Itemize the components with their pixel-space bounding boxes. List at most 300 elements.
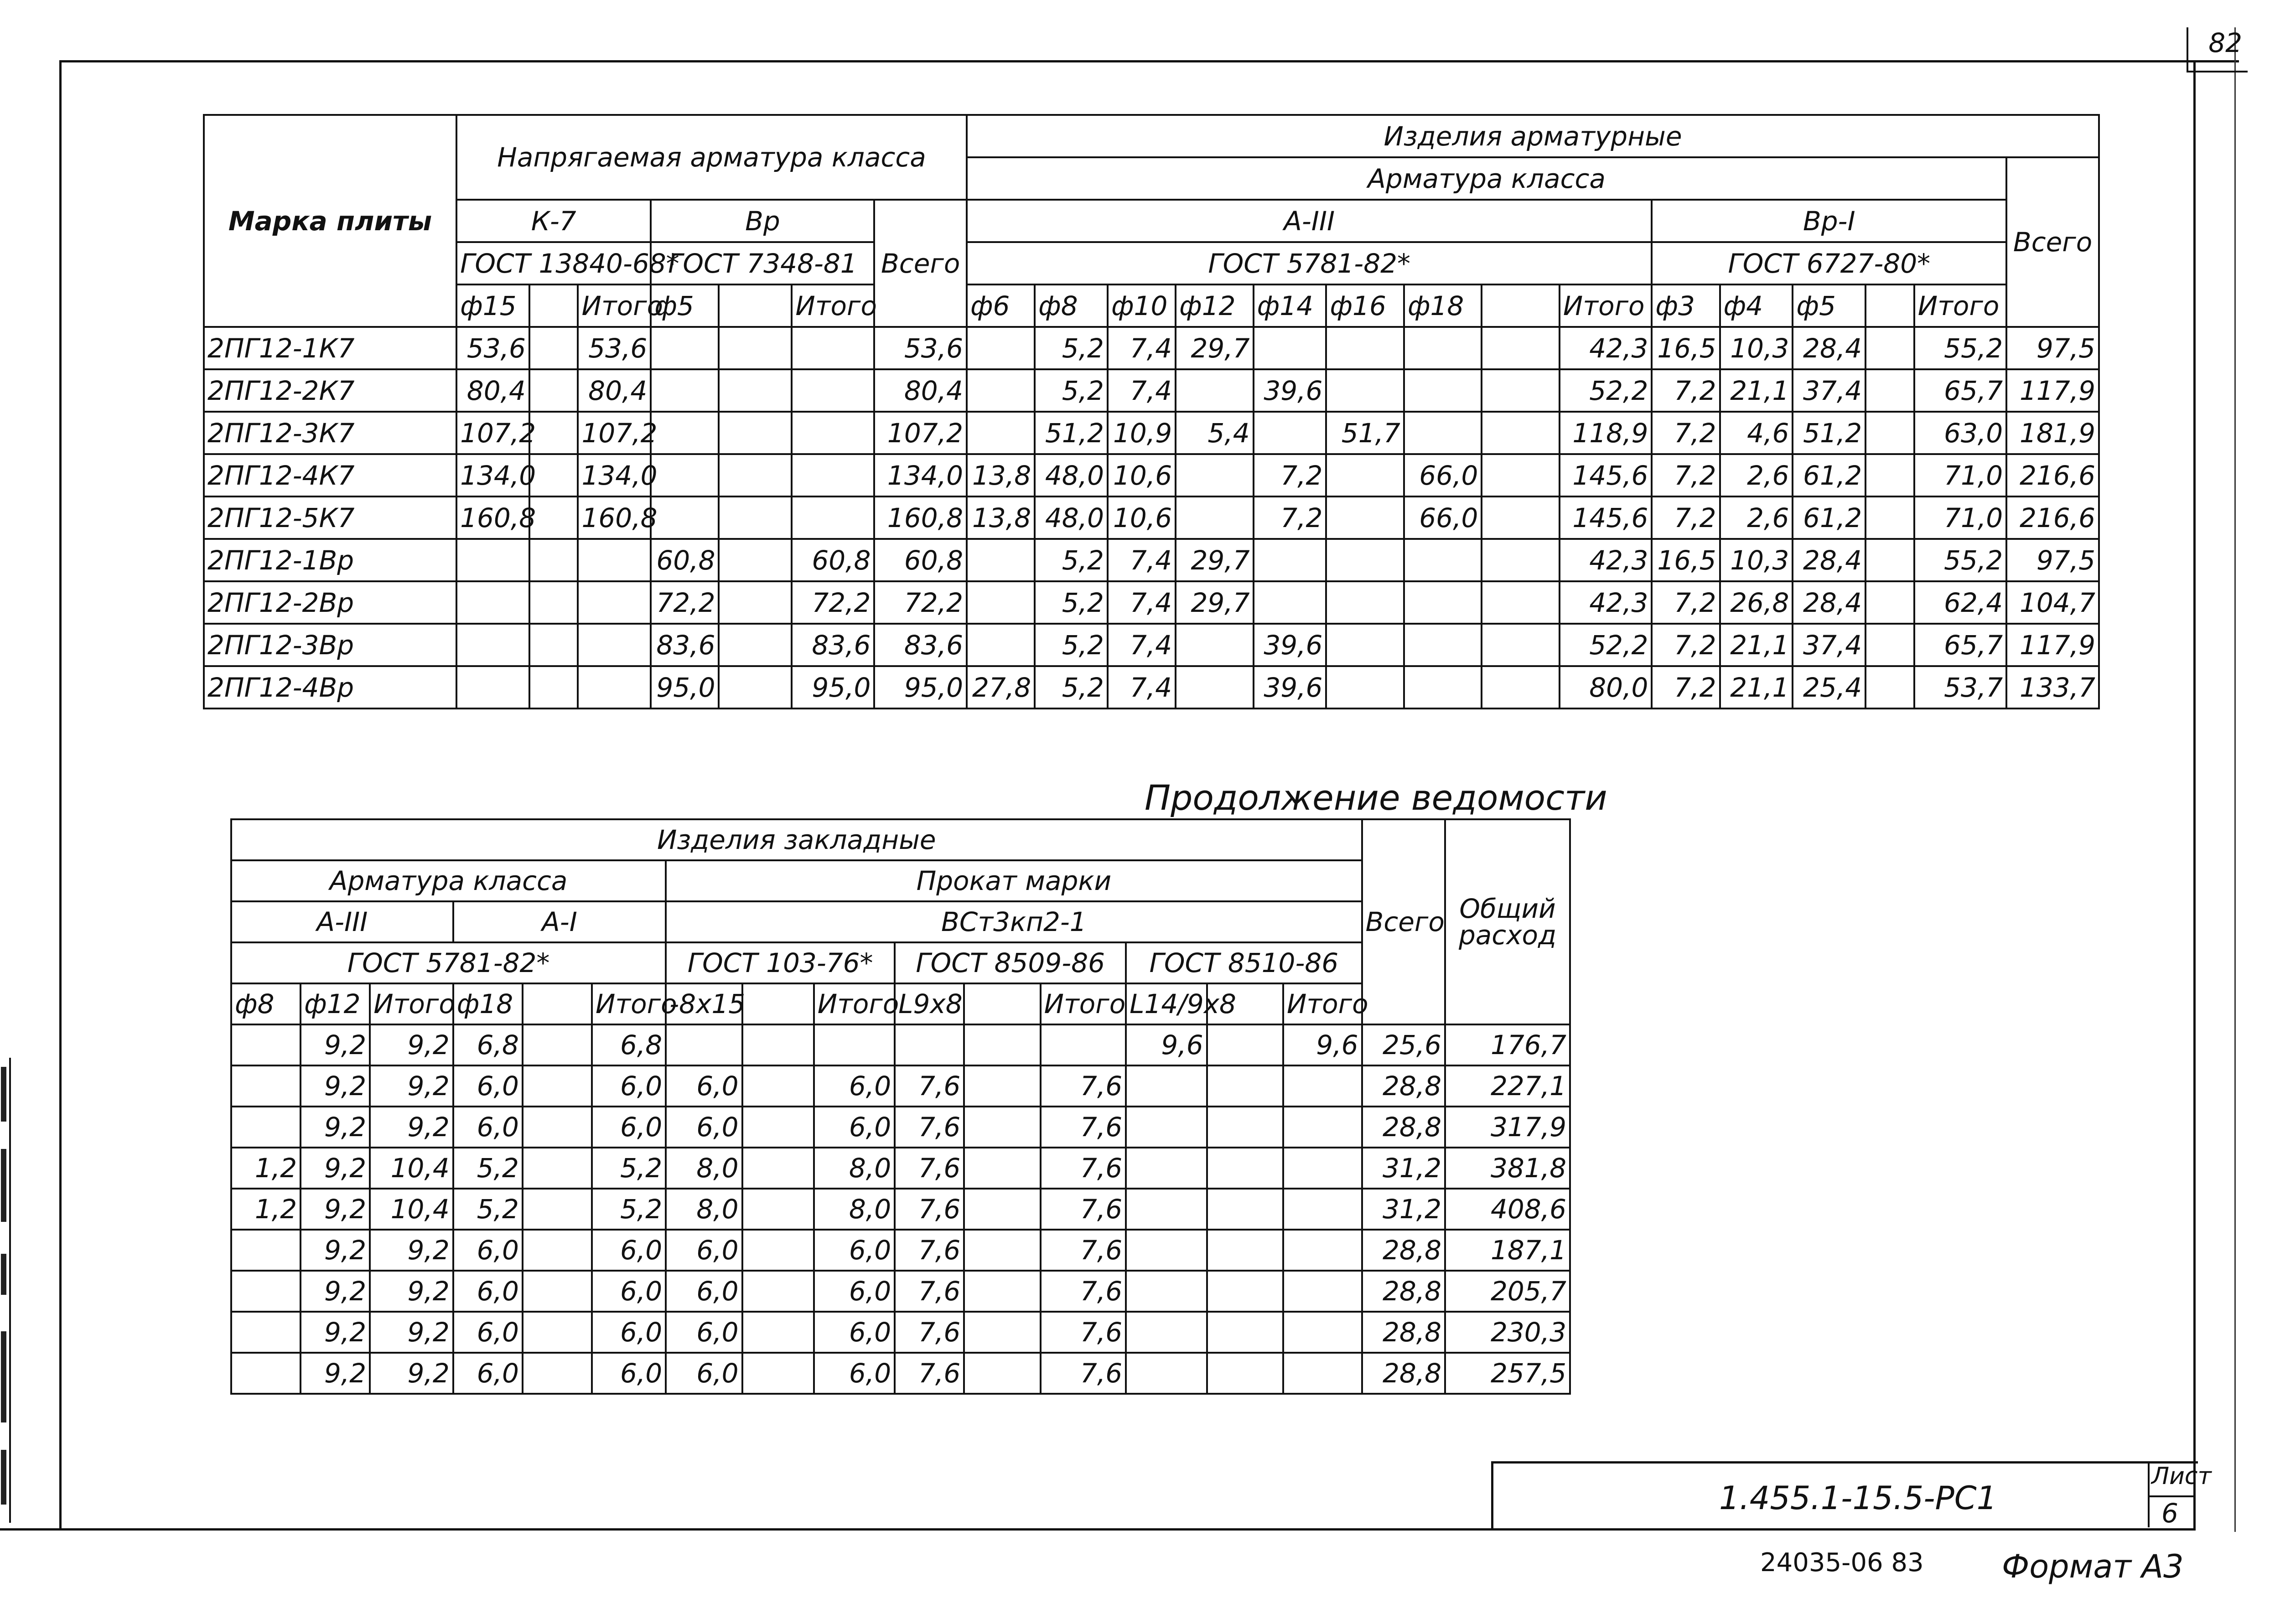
continuation-title: Продолжение ведомости bbox=[1145, 777, 1607, 818]
table-cell bbox=[1326, 369, 1404, 412]
col-header: Итого bbox=[1041, 983, 1126, 1024]
col-header: ф12 bbox=[1176, 284, 1253, 327]
table-cell bbox=[1404, 581, 1482, 624]
table-row bbox=[204, 539, 2099, 581]
table-cell bbox=[742, 1107, 814, 1148]
table-cell: 60,8 bbox=[651, 539, 719, 581]
table-cell: 29,7 bbox=[1176, 327, 1253, 369]
col-header: Итого bbox=[1914, 284, 2006, 327]
table-cell: 7,6 bbox=[1041, 1230, 1126, 1271]
table-cell: 7,6 bbox=[895, 1271, 964, 1312]
col-header: ф8 bbox=[231, 983, 301, 1024]
table-cell: 227,1 bbox=[1445, 1065, 1570, 1107]
table-cell bbox=[1865, 369, 1914, 412]
col-header: ф18 bbox=[1404, 284, 1482, 327]
header-rolled: Прокат марки bbox=[666, 860, 1362, 901]
header-overall: Общий расход bbox=[1445, 819, 1570, 1024]
table-cell bbox=[1254, 581, 1327, 624]
table-cell bbox=[1283, 1107, 1362, 1148]
table-cell: 9,2 bbox=[301, 1065, 370, 1107]
col-header: ф18 bbox=[453, 983, 523, 1024]
table-cell: 16,5 bbox=[1652, 539, 1720, 581]
side-strip-mark bbox=[1, 1067, 6, 1122]
table-cell: 9,2 bbox=[370, 1107, 453, 1148]
table-cell bbox=[742, 1065, 814, 1107]
table-cell bbox=[719, 369, 792, 412]
table-cell bbox=[719, 624, 792, 666]
table-cell: 65,7 bbox=[1914, 369, 2006, 412]
table-cell: 1,2 bbox=[231, 1189, 301, 1230]
table-cell bbox=[719, 666, 792, 709]
table-cell bbox=[1254, 327, 1327, 369]
table-cell: 6,0 bbox=[814, 1353, 895, 1394]
table-cell: 160,8 bbox=[578, 497, 651, 539]
table-cell: 7,6 bbox=[1041, 1107, 1126, 1148]
table-cell bbox=[529, 581, 578, 624]
table-cell bbox=[1207, 1107, 1283, 1148]
table-cell: 61,2 bbox=[1793, 454, 1865, 497]
table-cell bbox=[1865, 624, 1914, 666]
table-cell: 29,7 bbox=[1176, 539, 1253, 581]
table-cell bbox=[1326, 539, 1404, 581]
header-k7: К-7 bbox=[456, 200, 651, 242]
table-cell bbox=[1176, 369, 1253, 412]
side-stamp-strip bbox=[0, 1058, 11, 1523]
table-cell: 13,8 bbox=[967, 454, 1035, 497]
table-cell bbox=[529, 369, 578, 412]
table-cell: 5,2 bbox=[1035, 666, 1108, 709]
table-cell: 66,0 bbox=[1404, 454, 1482, 497]
table-cell: 48,0 bbox=[1035, 497, 1108, 539]
row-mark: 2ПГ12-4К7 bbox=[204, 454, 456, 497]
drawing-frame-right bbox=[2193, 60, 2196, 1528]
header-prestressed: Напрягаемая арматура класса bbox=[456, 115, 967, 200]
table-cell: 39,6 bbox=[1254, 369, 1327, 412]
table-cell: 8,0 bbox=[666, 1148, 742, 1189]
header-a3: А-III bbox=[967, 200, 1652, 242]
col-header: Итого bbox=[370, 983, 453, 1024]
table-cell: 52,2 bbox=[1560, 624, 1652, 666]
table-cell bbox=[964, 1065, 1040, 1107]
table-cell: 63,0 bbox=[1914, 412, 2006, 454]
table-cell: 381,8 bbox=[1445, 1148, 1570, 1189]
table-cell: 9,2 bbox=[301, 1271, 370, 1312]
table-cell bbox=[529, 454, 578, 497]
table-cell: 7,6 bbox=[1041, 1353, 1126, 1394]
table-cell: 72,2 bbox=[651, 581, 719, 624]
table-cell: 7,2 bbox=[1652, 624, 1720, 666]
table-cell bbox=[967, 624, 1035, 666]
col-header: Итого bbox=[592, 983, 666, 1024]
table-cell bbox=[1865, 497, 1914, 539]
table-cell: 9,2 bbox=[370, 1271, 453, 1312]
table-cell bbox=[1326, 666, 1404, 709]
table-cell: 7,6 bbox=[895, 1312, 964, 1353]
table-cell bbox=[792, 369, 874, 412]
table-cell: 60,8 bbox=[792, 539, 874, 581]
table-cell bbox=[1041, 1024, 1126, 1065]
col-header: ф3 bbox=[1652, 284, 1720, 327]
table-cell: 117,9 bbox=[2006, 624, 2099, 666]
header-rebar-class: Арматура класса bbox=[967, 157, 2006, 200]
table-cell: 7,6 bbox=[895, 1353, 964, 1394]
table-cell bbox=[1865, 539, 1914, 581]
table-cell bbox=[719, 412, 792, 454]
table-cell bbox=[1126, 1353, 1207, 1394]
table-cell bbox=[1482, 666, 1559, 709]
table-cell: 216,6 bbox=[2006, 454, 2099, 497]
table-cell: 6,8 bbox=[592, 1024, 666, 1065]
table-cell bbox=[1207, 1189, 1283, 1230]
col-header: ф5 bbox=[651, 284, 719, 327]
table-cell: 7,6 bbox=[1041, 1189, 1126, 1230]
table-cell bbox=[651, 497, 719, 539]
table-cell bbox=[523, 1107, 592, 1148]
table-cell: 9,2 bbox=[301, 1148, 370, 1189]
col-header: ф4 bbox=[1720, 284, 1793, 327]
table-cell bbox=[456, 581, 529, 624]
table-cell: 26,8 bbox=[1720, 581, 1793, 624]
table-cell: 66,0 bbox=[1404, 497, 1482, 539]
col-header: Итого bbox=[1283, 983, 1362, 1024]
table-cell: 10,6 bbox=[1108, 454, 1176, 497]
table-cell: 6,0 bbox=[453, 1107, 523, 1148]
embedded-products-table-body bbox=[231, 1024, 1570, 1394]
table-cell: 216,6 bbox=[2006, 497, 2099, 539]
col-header: ф5 bbox=[1793, 284, 1865, 327]
table-cell bbox=[1482, 624, 1559, 666]
table-cell: 9,2 bbox=[370, 1353, 453, 1394]
table-cell bbox=[742, 1271, 814, 1312]
table-cell: 6,0 bbox=[814, 1312, 895, 1353]
sheet-edge bbox=[2234, 27, 2236, 1532]
table-cell: 28,4 bbox=[1793, 539, 1865, 581]
table-cell bbox=[529, 497, 578, 539]
col-header: L14/9х8 bbox=[1126, 983, 1207, 1024]
table-cell: 317,9 bbox=[1445, 1107, 1570, 1148]
table-cell bbox=[1126, 1271, 1207, 1312]
table-cell bbox=[967, 412, 1035, 454]
table-cell: 6,0 bbox=[666, 1107, 742, 1148]
table-cell: 7,4 bbox=[1108, 539, 1176, 581]
table-cell: 5,2 bbox=[1035, 539, 1108, 581]
table-cell: 72,2 bbox=[792, 581, 874, 624]
table-cell: 205,7 bbox=[1445, 1271, 1570, 1312]
table-cell: 6,0 bbox=[814, 1065, 895, 1107]
table-cell: 6,0 bbox=[814, 1107, 895, 1148]
table-cell: 42,3 bbox=[1560, 327, 1652, 369]
table-cell bbox=[1326, 327, 1404, 369]
table-cell: 39,6 bbox=[1254, 624, 1327, 666]
table-cell: 7,4 bbox=[1108, 581, 1176, 624]
table-cell: 160,8 bbox=[874, 497, 967, 539]
table-cell bbox=[967, 327, 1035, 369]
table-cell: 27,8 bbox=[967, 666, 1035, 709]
row-mark: 2ПГ12-1Вр bbox=[204, 539, 456, 581]
table-cell: 6,0 bbox=[814, 1271, 895, 1312]
table-cell: 181,9 bbox=[2006, 412, 2099, 454]
table-cell: 107,2 bbox=[456, 412, 529, 454]
header-products: Изделия арматурные bbox=[967, 115, 2099, 157]
header-steel: ВСт3кп2-1 bbox=[666, 901, 1362, 942]
table-cell: 5,2 bbox=[1035, 581, 1108, 624]
col-header: Итого bbox=[792, 284, 874, 327]
table-cell: 6,0 bbox=[453, 1065, 523, 1107]
table-cell bbox=[529, 624, 578, 666]
table-cell: 31,2 bbox=[1362, 1148, 1446, 1189]
table-cell: 10,3 bbox=[1720, 539, 1793, 581]
table-cell bbox=[1176, 666, 1253, 709]
table-row bbox=[204, 581, 2099, 624]
table-cell bbox=[651, 412, 719, 454]
table-cell: 7,6 bbox=[1041, 1148, 1126, 1189]
table-cell: 176,7 bbox=[1445, 1024, 1570, 1065]
table-cell bbox=[651, 454, 719, 497]
table-cell bbox=[523, 1189, 592, 1230]
table-cell: 7,6 bbox=[895, 1107, 964, 1148]
table-cell: 7,4 bbox=[1108, 666, 1176, 709]
table-row bbox=[231, 1189, 1570, 1230]
table-cell: 16,5 bbox=[1652, 327, 1720, 369]
table-cell: 10,4 bbox=[370, 1148, 453, 1189]
table-cell bbox=[1254, 539, 1327, 581]
table-row bbox=[231, 1353, 1570, 1394]
table-cell bbox=[231, 1353, 301, 1394]
table-cell: 55,2 bbox=[1914, 327, 2006, 369]
table-cell bbox=[1126, 1148, 1207, 1189]
table-cell: 6,0 bbox=[666, 1271, 742, 1312]
table-cell: 7,4 bbox=[1108, 369, 1176, 412]
table-cell: 51,2 bbox=[1035, 412, 1108, 454]
sheet-number: 6 bbox=[2161, 1498, 2178, 1529]
table-cell: 1,2 bbox=[231, 1148, 301, 1189]
table-cell bbox=[529, 539, 578, 581]
header-total-products: Всего bbox=[2006, 157, 2099, 327]
table-cell: 28,8 bbox=[1362, 1065, 1446, 1107]
table-cell bbox=[1283, 1353, 1362, 1394]
table-cell: 7,2 bbox=[1652, 581, 1720, 624]
title-block-divider bbox=[2148, 1495, 2196, 1497]
table-cell: 53,7 bbox=[1914, 666, 2006, 709]
header-mark: Марка плиты bbox=[204, 115, 456, 327]
table-cell: 5,2 bbox=[1035, 369, 1108, 412]
table-row bbox=[204, 454, 2099, 497]
header-rebar-class-2: Арматура класса bbox=[231, 860, 666, 901]
table-cell bbox=[719, 327, 792, 369]
table-cell bbox=[1326, 581, 1404, 624]
table-cell bbox=[1865, 412, 1914, 454]
table-cell: 55,2 bbox=[1914, 539, 2006, 581]
table-cell: 80,4 bbox=[578, 369, 651, 412]
table-cell: 7,2 bbox=[1254, 497, 1327, 539]
table-cell: 6,0 bbox=[592, 1312, 666, 1353]
col-header: ф12 bbox=[301, 983, 370, 1024]
table-cell bbox=[456, 624, 529, 666]
table-cell: 97,5 bbox=[2006, 539, 2099, 581]
reinforcement-table-body bbox=[204, 327, 2099, 709]
table-cell: 8,0 bbox=[814, 1148, 895, 1189]
table-cell: 6,0 bbox=[592, 1353, 666, 1394]
row-mark: 2ПГ12-3Вр bbox=[204, 624, 456, 666]
table-cell: 7,2 bbox=[1652, 497, 1720, 539]
table-cell: 7,6 bbox=[895, 1230, 964, 1271]
table-cell: 7,4 bbox=[1108, 327, 1176, 369]
table-cell bbox=[1404, 666, 1482, 709]
table-cell: 48,0 bbox=[1035, 454, 1108, 497]
table-cell: 7,2 bbox=[1652, 369, 1720, 412]
table-cell bbox=[523, 1024, 592, 1065]
table-cell: 7,2 bbox=[1254, 454, 1327, 497]
table-cell: 10,9 bbox=[1108, 412, 1176, 454]
row-mark: 2ПГ12-2К7 bbox=[204, 369, 456, 412]
table-row bbox=[231, 1230, 1570, 1271]
table-cell bbox=[1126, 1312, 1207, 1353]
table-cell bbox=[964, 1148, 1040, 1189]
table-cell: 28,8 bbox=[1362, 1271, 1446, 1312]
table-cell bbox=[1207, 1271, 1283, 1312]
header-a1: А-I bbox=[453, 901, 666, 942]
table-cell: 408,6 bbox=[1445, 1189, 1570, 1230]
table-row bbox=[231, 1148, 1570, 1189]
table-cell bbox=[1482, 497, 1559, 539]
table-cell bbox=[964, 1024, 1040, 1065]
table-cell bbox=[1482, 327, 1559, 369]
table-cell bbox=[1207, 1353, 1283, 1394]
table-cell bbox=[1126, 1189, 1207, 1230]
table-cell: 8,0 bbox=[666, 1189, 742, 1230]
table-cell: 95,0 bbox=[874, 666, 967, 709]
corner-page-box bbox=[2187, 27, 2248, 72]
table-cell: 9,2 bbox=[301, 1024, 370, 1065]
table-cell: 145,6 bbox=[1560, 497, 1652, 539]
header-gost-rebar: ГОСТ 5781-82* bbox=[231, 942, 666, 983]
table-cell bbox=[1404, 327, 1482, 369]
table-cell: 83,6 bbox=[874, 624, 967, 666]
table-cell: 95,0 bbox=[651, 666, 719, 709]
table-cell: 6,0 bbox=[592, 1230, 666, 1271]
table-cell bbox=[456, 539, 529, 581]
table-cell: 230,3 bbox=[1445, 1312, 1570, 1353]
row-mark: 2ПГ12-4Вр bbox=[204, 666, 456, 709]
col-header bbox=[964, 983, 1040, 1024]
col-header: -8х15 bbox=[666, 983, 742, 1024]
table-cell: 7,2 bbox=[1652, 412, 1720, 454]
col-header bbox=[1482, 284, 1559, 327]
table-cell: 53,6 bbox=[456, 327, 529, 369]
col-header bbox=[529, 284, 578, 327]
table-cell: 9,2 bbox=[301, 1107, 370, 1148]
table-cell bbox=[1404, 624, 1482, 666]
row-mark: 2ПГ12-2Вр bbox=[204, 581, 456, 624]
table-cell: 42,3 bbox=[1560, 539, 1652, 581]
table-cell: 21,1 bbox=[1720, 666, 1793, 709]
table-cell: 133,7 bbox=[2006, 666, 2099, 709]
table-cell bbox=[1865, 327, 1914, 369]
table-cell: 7,6 bbox=[1041, 1312, 1126, 1353]
table-cell: 7,6 bbox=[895, 1189, 964, 1230]
table-row bbox=[204, 624, 2099, 666]
table-cell bbox=[523, 1230, 592, 1271]
col-header: Итого bbox=[814, 983, 895, 1024]
table-cell: 28,8 bbox=[1362, 1230, 1446, 1271]
table-row bbox=[204, 412, 2099, 454]
table-cell: 83,6 bbox=[651, 624, 719, 666]
table-cell: 2,6 bbox=[1720, 497, 1793, 539]
side-strip-mark bbox=[1, 1254, 6, 1295]
table-cell bbox=[231, 1024, 301, 1065]
table-cell bbox=[1865, 581, 1914, 624]
table-row bbox=[231, 1065, 1570, 1107]
table-cell bbox=[1207, 1065, 1283, 1107]
table-cell bbox=[456, 666, 529, 709]
table-cell bbox=[651, 369, 719, 412]
col-header: ф15 bbox=[456, 284, 529, 327]
table-cell: 117,9 bbox=[2006, 369, 2099, 412]
table-cell: 21,1 bbox=[1720, 369, 1793, 412]
col-header bbox=[742, 983, 814, 1024]
table-cell bbox=[1207, 1148, 1283, 1189]
table-cell bbox=[1482, 581, 1559, 624]
table-cell: 53,6 bbox=[874, 327, 967, 369]
header-embedded: Изделия закладные bbox=[231, 819, 1362, 860]
table-cell bbox=[719, 581, 792, 624]
table-cell: 28,8 bbox=[1362, 1353, 1446, 1394]
table-cell bbox=[529, 412, 578, 454]
sheet-label: Лист bbox=[2151, 1463, 2212, 1490]
table-cell bbox=[523, 1312, 592, 1353]
table-cell: 145,6 bbox=[1560, 454, 1652, 497]
table-cell bbox=[1126, 1065, 1207, 1107]
table-row bbox=[231, 1024, 1570, 1065]
table-cell: 9,2 bbox=[370, 1024, 453, 1065]
table-cell: 104,7 bbox=[2006, 581, 2099, 624]
header-gost-k7: ГОСТ 13840-68* bbox=[456, 242, 651, 284]
table-cell bbox=[967, 539, 1035, 581]
table-cell: 5,2 bbox=[592, 1148, 666, 1189]
table-cell: 71,0 bbox=[1914, 454, 2006, 497]
table-cell bbox=[231, 1271, 301, 1312]
table-cell: 9,2 bbox=[370, 1312, 453, 1353]
table-cell: 10,3 bbox=[1720, 327, 1793, 369]
table-cell: 7,6 bbox=[1041, 1271, 1126, 1312]
table-cell bbox=[529, 666, 578, 709]
table-cell: 6,0 bbox=[453, 1271, 523, 1312]
table-cell bbox=[1283, 1312, 1362, 1353]
table-cell: 28,8 bbox=[1362, 1312, 1446, 1353]
table-cell bbox=[719, 539, 792, 581]
table-cell bbox=[1865, 454, 1914, 497]
table-cell: 107,2 bbox=[874, 412, 967, 454]
table-cell: 5,4 bbox=[1176, 412, 1253, 454]
table-cell bbox=[792, 497, 874, 539]
table-row bbox=[231, 1271, 1570, 1312]
table-cell bbox=[895, 1024, 964, 1065]
header-gost-103: ГОСТ 103-76* bbox=[666, 942, 895, 983]
table-cell: 80,4 bbox=[874, 369, 967, 412]
table-cell: 107,2 bbox=[578, 412, 651, 454]
table-cell: 6,0 bbox=[666, 1312, 742, 1353]
col-header: Итого bbox=[1560, 284, 1652, 327]
table-cell bbox=[1482, 539, 1559, 581]
table-row bbox=[204, 497, 2099, 539]
table-cell: 5,2 bbox=[1035, 327, 1108, 369]
table-cell: 53,6 bbox=[578, 327, 651, 369]
header-a3-2: А-III bbox=[231, 901, 453, 942]
table-cell: 9,2 bbox=[301, 1189, 370, 1230]
table-cell bbox=[814, 1024, 895, 1065]
table-cell: 37,4 bbox=[1793, 369, 1865, 412]
table-cell bbox=[742, 1024, 814, 1065]
